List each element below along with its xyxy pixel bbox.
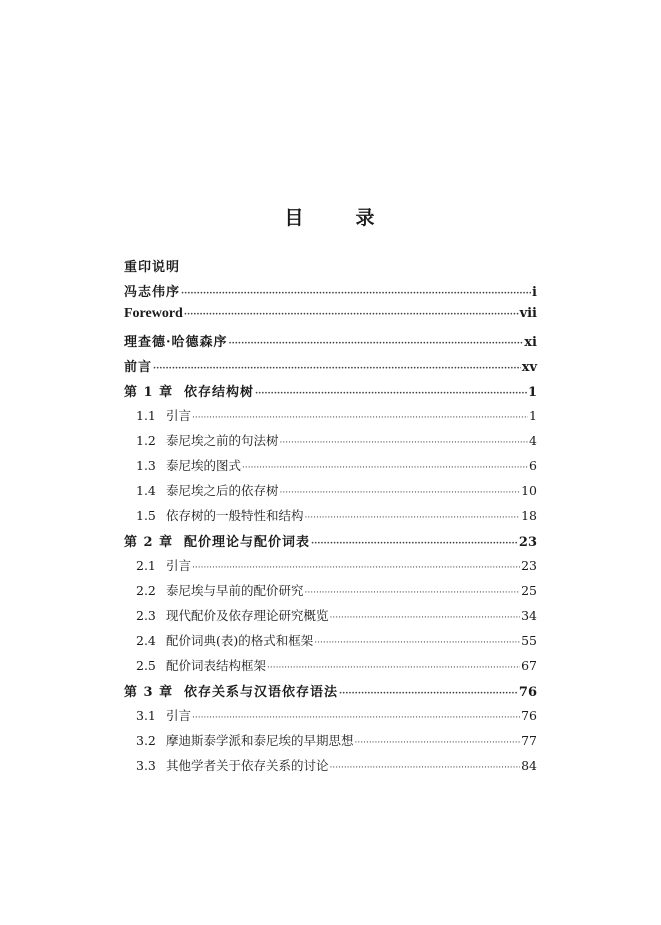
toc-entry-foreword[interactable] [124, 306, 537, 326]
toc-entry-label: 前言 [124, 360, 153, 375]
title-char-1: 目 [284, 207, 306, 229]
leader-dots [305, 514, 521, 527]
leader-dots [192, 414, 528, 427]
leader-dots [311, 540, 518, 553]
section-title: 其他学者关于依存关系的讨论 [166, 758, 329, 773]
toc-section-2-1[interactable] [124, 556, 537, 576]
leader-dots [242, 464, 528, 477]
toc-section-1-5[interactable] [124, 506, 537, 526]
section-number: 2.5 [136, 658, 156, 673]
toc-section-1-1[interactable] [124, 406, 537, 426]
leader-dots [255, 390, 527, 403]
section-title: 依存树的一般特性和结构 [166, 508, 304, 523]
leader-dots [184, 311, 519, 324]
section-title: 引言 [166, 558, 192, 573]
section-title: 引言 [166, 708, 192, 723]
leader-dots [280, 489, 521, 502]
section-number: 2.1 [136, 558, 156, 573]
chapter-number: 第 1 章 [124, 385, 174, 400]
section-title: 摩迪斯泰学派和泰尼埃的早期思想 [166, 733, 354, 748]
toc-page-number: 84 [521, 758, 537, 773]
toc-page-number: 1 [527, 385, 537, 400]
toc-section-1-2[interactable] [124, 431, 537, 451]
toc-entry-reprint-note[interactable] [124, 256, 537, 276]
toc-page-number: 76 [518, 685, 537, 700]
toc-page-number: 67 [521, 658, 537, 673]
leader-dots [192, 564, 520, 577]
leader-dots [181, 290, 531, 303]
toc-section-3-1[interactable] [124, 706, 537, 726]
toc-section-1-4[interactable] [124, 481, 537, 501]
toc-page-number: 77 [521, 733, 537, 748]
leader-dots [153, 365, 521, 378]
toc-entry-label: 理查德·哈德森序 [124, 335, 228, 350]
section-title: 泰尼埃之前的句法树 [166, 433, 279, 448]
section-number: 1.4 [136, 483, 156, 498]
toc-page-number: 23 [518, 535, 537, 550]
leader-dots [267, 664, 520, 677]
title-char-2: 录 [355, 207, 377, 229]
toc-entry-introduction[interactable] [124, 356, 537, 376]
leader-dots [355, 739, 521, 752]
leader-dots [305, 589, 521, 602]
toc-page-number: xv [521, 360, 537, 375]
toc-page-number: 76 [521, 708, 537, 723]
leader-dots [314, 639, 520, 652]
leader-dots [229, 340, 524, 353]
toc-page-number: 10 [521, 483, 537, 498]
toc-page-number: xi [524, 335, 537, 350]
section-number: 3.2 [136, 733, 156, 748]
leader-dots [330, 764, 521, 777]
toc-entry-label: Foreword [124, 306, 183, 321]
section-title: 泰尼埃与早前的配价研究 [166, 583, 304, 598]
section-number: 2.3 [136, 608, 156, 623]
chapter-number: 第 3 章 [124, 685, 174, 700]
chapter-title: 配价理论与配价词表 [184, 535, 311, 550]
toc-section-2-3[interactable] [124, 606, 537, 626]
section-title: 引言 [166, 408, 192, 423]
toc-page-number: vii [519, 306, 537, 321]
toc-entry-label: 重印说明 [124, 260, 181, 275]
section-title: 配价词典(表)的格式和框架 [166, 633, 314, 648]
chapter-title: 依存结构树 [184, 385, 255, 400]
section-title: 泰尼埃的图式 [166, 458, 242, 473]
section-number: 1.1 [136, 408, 156, 423]
toc-entry-label: 冯志伟序 [124, 285, 181, 300]
toc-page-number: 1 [529, 408, 537, 423]
section-number: 2.2 [136, 583, 156, 598]
toc-entry-preface-hudson[interactable] [124, 331, 537, 351]
leader-dots [330, 614, 521, 627]
toc-entry-preface-feng[interactable] [124, 281, 537, 301]
toc-chapter-2[interactable] [124, 531, 537, 551]
toc-section-3-2[interactable] [124, 731, 537, 751]
toc-chapter-1[interactable] [124, 381, 537, 401]
toc-page-number: 34 [521, 608, 537, 623]
toc-page-number: 25 [521, 583, 537, 598]
section-title: 现代配价及依存理论研究概览 [166, 608, 329, 623]
chapter-title: 依存关系与汉语依存语法 [184, 685, 339, 700]
leader-dots [339, 690, 518, 703]
toc-page-number: 23 [521, 558, 537, 573]
toc-section-1-3[interactable] [124, 456, 537, 476]
toc-section-3-3[interactable] [124, 756, 537, 776]
toc-chapter-3[interactable] [124, 681, 537, 701]
leader-dots [280, 439, 529, 452]
section-title: 配价词表结构框架 [166, 658, 267, 673]
section-title: 泰尼埃之后的依存树 [166, 483, 279, 498]
toc-page-number: 18 [521, 508, 537, 523]
toc-page-number: 4 [529, 433, 537, 448]
toc-page-number: 6 [529, 458, 537, 473]
toc-section-2-2[interactable] [124, 581, 537, 601]
chapter-number: 第 2 章 [124, 535, 174, 550]
section-number: 3.1 [136, 708, 156, 723]
section-number: 2.4 [136, 633, 156, 648]
toc-page-number: 55 [521, 633, 537, 648]
section-number: 1.5 [136, 508, 156, 523]
page-title [0, 203, 661, 230]
toc-section-2-5[interactable] [124, 656, 537, 676]
leader-dots [192, 714, 520, 727]
toc-section-2-4[interactable] [124, 631, 537, 651]
section-number: 1.3 [136, 458, 156, 473]
section-number: 3.3 [136, 758, 156, 773]
section-number: 1.2 [136, 433, 156, 448]
toc-page-number: i [532, 285, 537, 300]
